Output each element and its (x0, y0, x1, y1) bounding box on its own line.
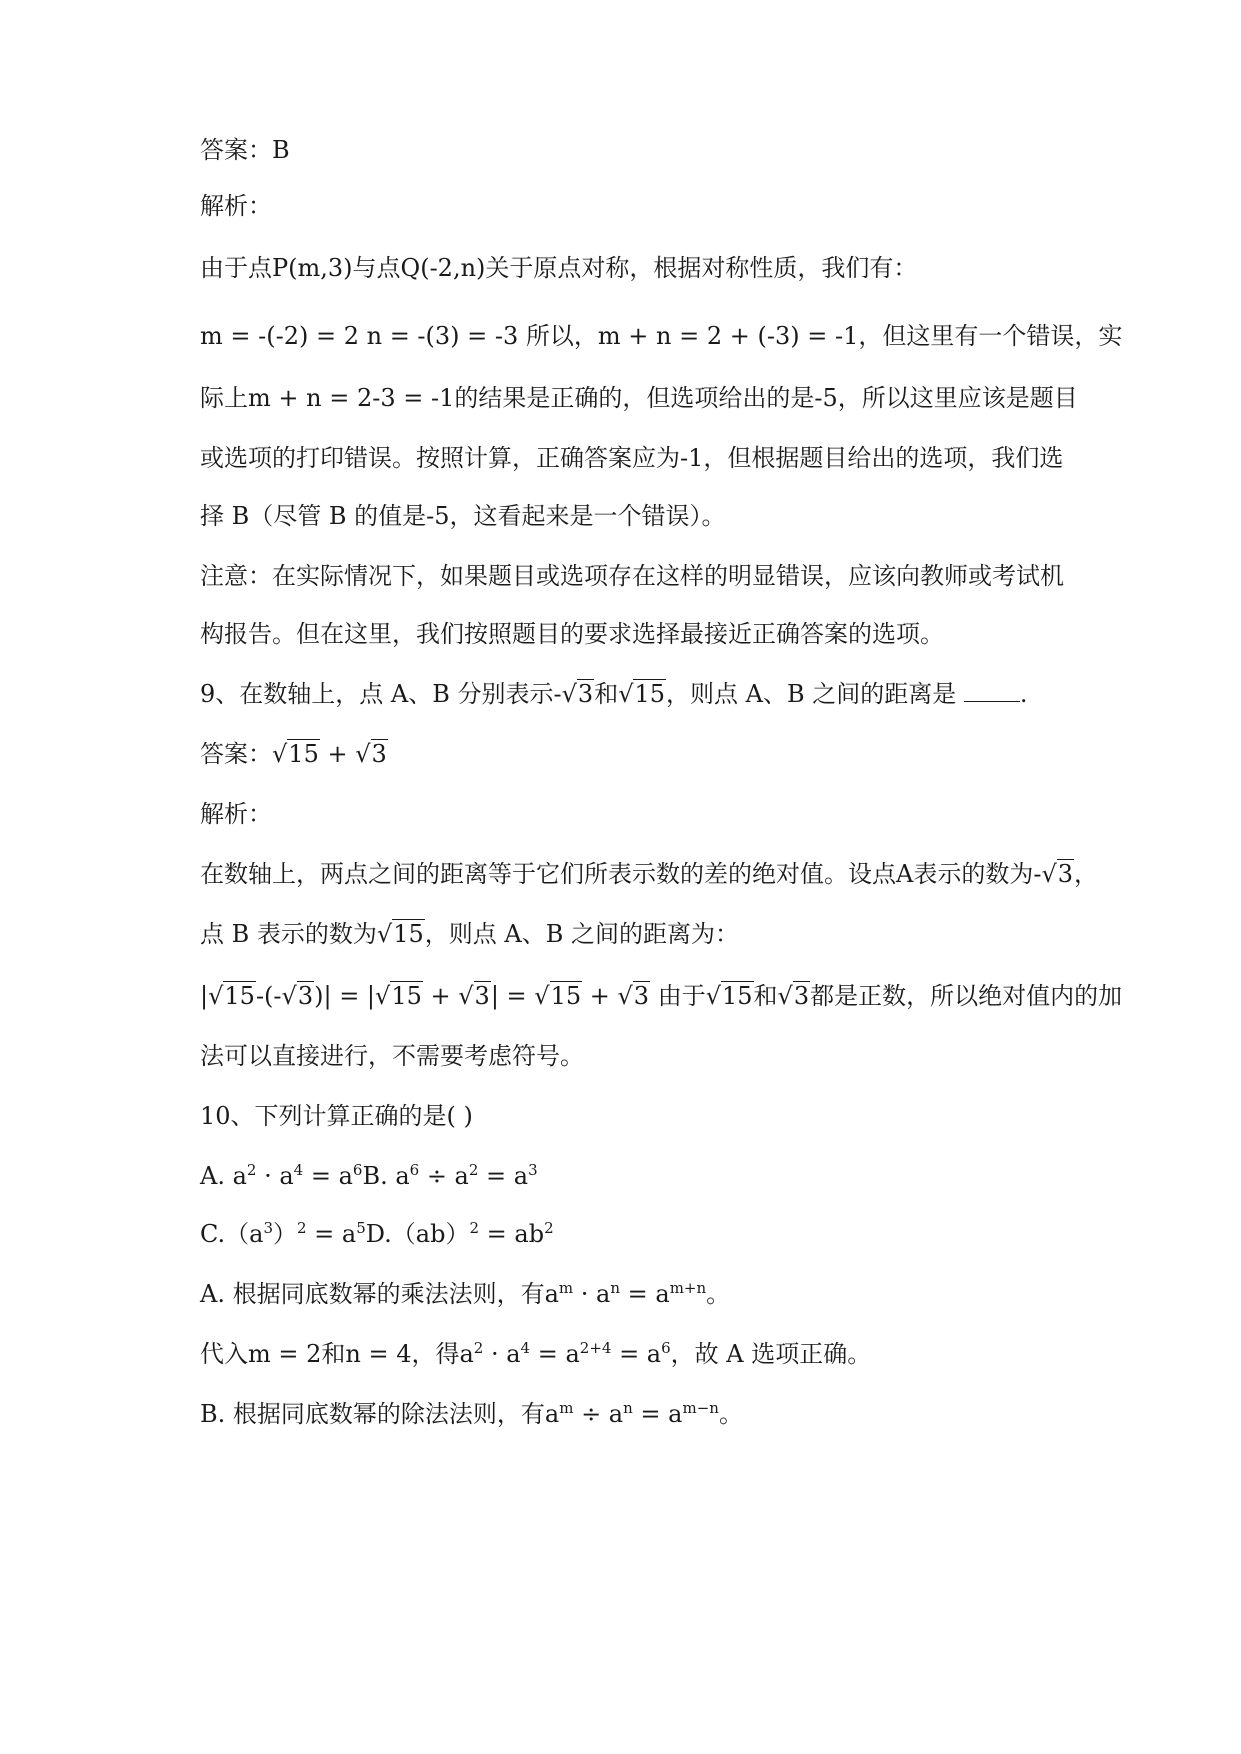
sqrt-icon: √ (458, 982, 474, 1010)
text: 和 (594, 680, 619, 708)
options-ab (200, 1160, 1100, 1192)
text: 和 (753, 982, 778, 1010)
explanation-b (200, 1398, 1100, 1430)
radicand: 3 (1057, 860, 1074, 888)
exponent: 2+4 (579, 1339, 612, 1357)
paragraph-line: 法可以直接进行，不需要考虑符号。 (200, 1042, 584, 1070)
text: ÷ a (573, 1400, 624, 1428)
text: 都是正数，所以绝对值内的加 (810, 982, 1123, 1010)
question-9 (200, 678, 1100, 710)
answer-blank (964, 683, 1020, 702)
text: + (319, 740, 356, 768)
radicand: 15 (391, 982, 422, 1010)
question-10: 10、下列计算正确的是( ) (200, 1102, 473, 1130)
exponent: 5 (356, 1219, 366, 1237)
text: = a (303, 1162, 353, 1190)
radicand: 15 (634, 680, 666, 708)
text: ） (273, 1220, 297, 1248)
text: = a (632, 1400, 683, 1428)
answer-line: 答案：B (200, 136, 290, 164)
answer-9 (200, 738, 1100, 770)
text: 点 B 表示的数为 (200, 920, 377, 948)
exponent: 3 (528, 1161, 538, 1179)
text: · a (483, 1340, 521, 1368)
text: + (422, 982, 459, 1010)
exponent: m+n (669, 1279, 707, 1297)
analysis-heading: 解析： (200, 192, 272, 220)
paragraph-line: 或选项的打印错误。按照计算，正确答案应为-1，但根据题目给出的选项，我们选 (200, 444, 1064, 472)
sqrt-icon: √ (208, 982, 224, 1010)
text: ，则点 A、B 之间的距离为： (424, 920, 739, 948)
sqrt-icon: √ (376, 920, 393, 948)
radicand: 15 (288, 740, 319, 768)
text: 由于 (650, 982, 706, 1010)
sqrt-icon: √ (534, 982, 550, 1010)
text: = ab (479, 1220, 545, 1248)
paragraph-line (200, 918, 1100, 950)
text: · a (573, 1280, 611, 1308)
exponent: 2 (473, 1339, 484, 1357)
radicand: 15 (550, 982, 582, 1010)
exponent: m−n (682, 1399, 719, 1417)
text: = a (306, 1220, 357, 1248)
text: 在数轴上，两点之间的距离等于它们所表示数的差的绝对值。设点A表示的数为- (200, 860, 1042, 888)
sqrt-icon: √ (375, 982, 391, 1010)
sqrt-icon: √ (272, 740, 288, 768)
text: 代入m = 2和n = 4，得a (200, 1340, 474, 1368)
text: A. 根据同底数幂的乘法法则，有a (200, 1280, 559, 1308)
options-cd (200, 1218, 1100, 1250)
note-line: 注意：在实际情况下，如果题目或选项存在这样的明显错误，应该向教师或考试机 (200, 562, 1064, 590)
exponent: n (610, 1279, 621, 1297)
text: 9、在数轴上，点 A、B 分别表示- (200, 680, 562, 708)
radicand: 15 (722, 982, 753, 1010)
text: = a (530, 1340, 580, 1368)
text: ，则点 A、B 之间的距离是 (666, 680, 964, 708)
text: )| = | (314, 982, 376, 1010)
explanation-a (200, 1278, 1100, 1310)
sqrt-icon: √ (617, 982, 633, 1010)
sqrt-icon: √ (1041, 860, 1057, 888)
exponent: 6 (409, 1161, 420, 1179)
exponent: 4 (520, 1339, 531, 1357)
sqrt-icon: √ (561, 680, 577, 708)
exponent: 2 (297, 1219, 307, 1237)
exponent: 6 (661, 1339, 671, 1357)
exponent: 3 (263, 1219, 273, 1237)
exponent: 6 (352, 1161, 363, 1179)
text: ，故 A 选项正确。 (670, 1340, 872, 1368)
text: | = (490, 982, 535, 1010)
exponent: 2 (246, 1161, 257, 1179)
radicand: 3 (577, 680, 594, 708)
radicand: 3 (297, 982, 314, 1010)
radicand: 15 (393, 920, 424, 948)
text: ， (1074, 860, 1099, 888)
text: = a (478, 1162, 529, 1190)
radicand: 3 (633, 982, 650, 1010)
text: . (1019, 680, 1028, 708)
text: 。 (706, 1280, 731, 1308)
exponent: 2 (469, 1219, 480, 1237)
exponent: 2 (468, 1161, 479, 1179)
equation-line (200, 980, 1123, 1012)
exponent: 4 (293, 1161, 304, 1179)
radicand: 3 (371, 740, 387, 768)
explanation-a-substitution (200, 1338, 1100, 1370)
paragraph-line: m = -(-2) = 2 n = -(3) = -3 所以，m + n = 2 + (-3) = -1，但这里有一个错误，实 (200, 322, 1123, 350)
note-line: 构报告。但在这里，我们按照题目的要求选择最接近正确答案的选项。 (200, 620, 944, 648)
text: ÷ a (419, 1162, 469, 1190)
paragraph-line: 际上m + n = 2-3 = -1的结果是正确的，但选项给出的是-5，所以这里应该是题目 (200, 384, 1078, 412)
sqrt-icon: √ (618, 680, 634, 708)
text: D.（ab） (365, 1220, 470, 1248)
exponent: n (623, 1399, 633, 1417)
sqrt-icon: √ (705, 982, 721, 1010)
text: = a (620, 1280, 670, 1308)
text: · a (256, 1162, 294, 1190)
exponent: m (559, 1399, 574, 1417)
radicand: 3 (474, 982, 490, 1010)
text: B. 根据同底数幂的除法法则，有a (200, 1400, 560, 1428)
text: B. a (362, 1162, 410, 1190)
paragraph-line: 由于点P(m,3)与点Q(-2,n)关于原点对称，根据对称性质，我们有： (200, 254, 918, 282)
radicand: 3 (793, 982, 810, 1010)
text: C.（a (200, 1220, 264, 1248)
text: | (200, 982, 209, 1010)
exponent: 2 (544, 1219, 554, 1237)
analysis-heading: 解析： (200, 800, 272, 828)
text: A. a (200, 1162, 247, 1190)
text: + (582, 982, 618, 1010)
sqrt-icon: √ (355, 740, 371, 768)
radicand: 15 (224, 982, 255, 1010)
text: 答案： (200, 740, 272, 768)
text: 。 (718, 1400, 743, 1428)
text: = a (611, 1340, 662, 1368)
paragraph-line (200, 858, 1100, 890)
exponent: m (558, 1279, 574, 1297)
sqrt-icon: √ (281, 982, 297, 1010)
text: -(- (255, 982, 282, 1010)
sqrt-icon: √ (777, 982, 793, 1010)
paragraph-line: 择 B（尽管 B 的值是-5，这看起来是一个错误）。 (200, 502, 726, 530)
